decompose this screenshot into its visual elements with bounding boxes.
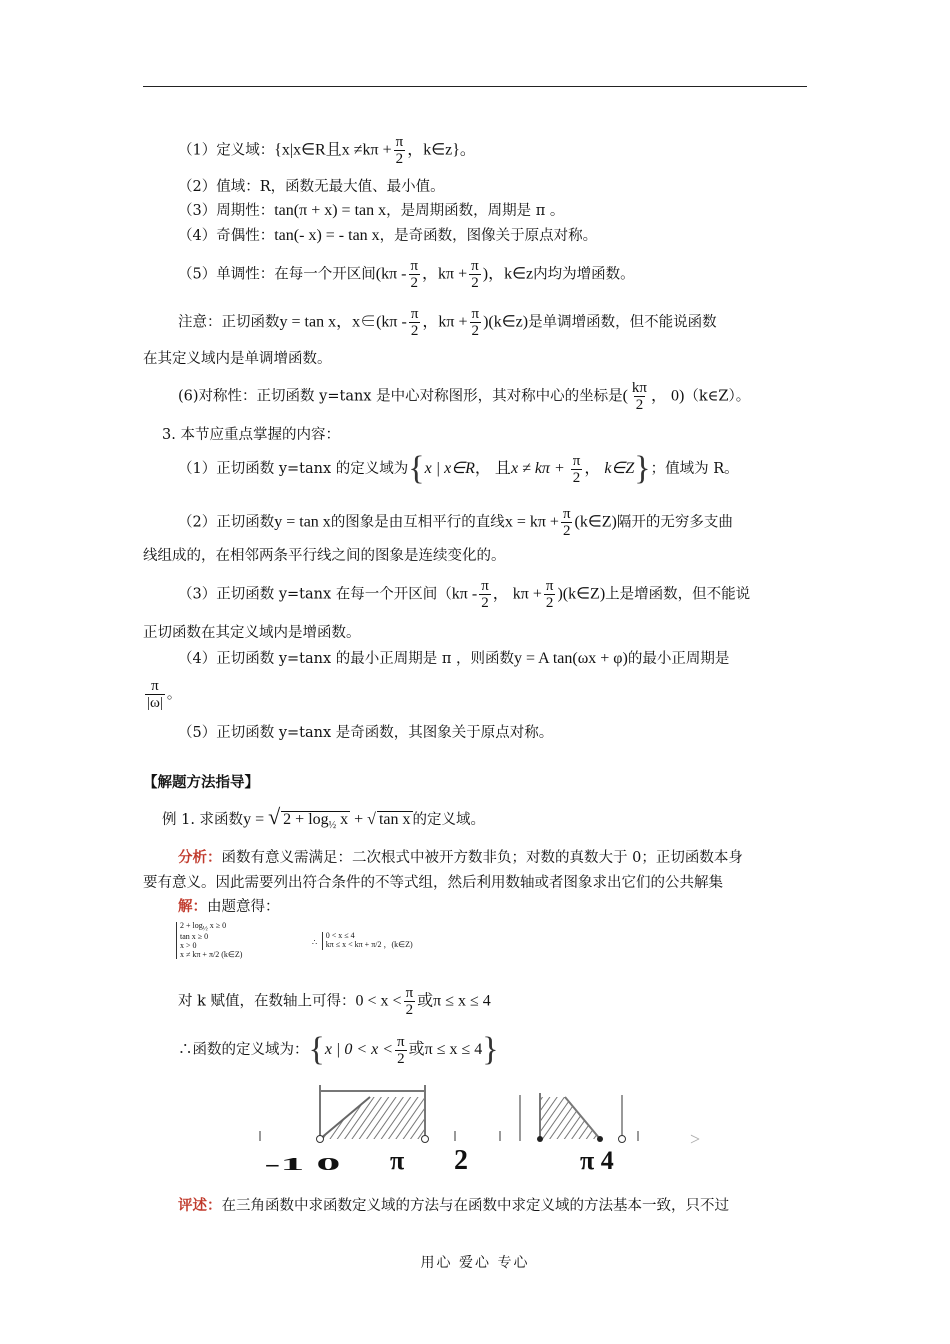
- point-1: （1）正切函数 y=tanx 的定义域为{x | x∈R， 且x ≠ kπ + $\frac{\pi}{2}$ ， k∈Z}；值域为 R。: [178, 450, 739, 487]
- point-4-cont: $\frac{\pi}{|\omega|}$ 。: [147, 678, 182, 711]
- point-3-cont: 正切函数在其定义域内是增函数。: [143, 625, 361, 641]
- line-monotonic: （5）单调性：在每一个开区间(kπ - $\frac{\pi}{2}$ ，kπ + $\frac{\pi}{2}$ )，k∈z内均为增函数。: [178, 258, 635, 291]
- parity-label: （4）奇偶性：: [178, 228, 275, 244]
- line-note: 注意：正切函数y = tan x，x∈(kπ - $\frac{\pi}{2}$ ，kπ + $\frac{\pi}{2}$ )(k∈z)是单调增函数，但不能说函数: [178, 306, 717, 339]
- analysis-line-1: 分析：函数有意义需满足：二次根式中被开方数非负；对数的真数大于 0；正切函数本身: [178, 849, 743, 866]
- parity-formula: tan(- x) = - tan x: [274, 227, 380, 244]
- method-heading: 【解题方法指导】: [143, 774, 259, 791]
- analysis-line-2: 要有意义。因此需要列出符合条件的不等式组，然后利用数轴或者图象求出它们的公共解集: [143, 875, 723, 891]
- open-point-0: [317, 1136, 324, 1143]
- svg-text:-1 0: -1 0: [264, 1154, 341, 1175]
- hatched-region-1: [320, 1085, 425, 1139]
- line-parity: [178, 228, 597, 244]
- point-5: （5）正切函数 y=tanx 是奇函数，其图象关于原点对称。: [178, 725, 554, 741]
- open-point-3pi-half: [619, 1136, 626, 1143]
- line-symmetry: (6)对称性：正切函数 y=tanx 是中心对称图形，其对称中心的坐标是( $\frac{k\pi}{2}$ ， 0)（k∈Z）。: [178, 380, 751, 413]
- domain-result: ∴函数的定义域为：{x | 0 < x < $\frac{\pi}{2}$ 或π ≤ x ≤ 4}: [178, 1031, 499, 1068]
- solution-line: 解：由题意得：: [178, 898, 280, 915]
- inequality-system-2: ∴ 0 < x ≤ 4 kπ ≤ x < kπ + π/2 ，(k∈Z): [312, 931, 413, 949]
- comment-line: 评述：在三角函数中求函数定义域的方法与在函数中求定义域的方法基本一致，只不过: [178, 1197, 729, 1214]
- hatched-region-2: [540, 1093, 600, 1139]
- svg-text:π: π: [390, 1146, 405, 1175]
- monotonic-tail: 内均为增函数。: [533, 266, 635, 283]
- line-note-2: 在其定义域内是单调增函数。: [143, 351, 332, 367]
- parity-tail: ，是奇函数，图像关于原点对称。: [379, 228, 598, 244]
- line-period: [178, 203, 564, 219]
- section-3: 3. 本节应重点掌握的内容：: [162, 427, 340, 443]
- point-1-tail: ；值域为 R。: [650, 461, 739, 477]
- line-range: （2）值域：R，函数无最大值、最小值。: [178, 179, 445, 195]
- symmetry-tail: （k∈Z）。: [684, 388, 751, 405]
- note-label: 注意：正切函数: [178, 314, 280, 331]
- point-1-text: （1）正切函数 y=tanx 的定义域为: [178, 461, 409, 477]
- period-label: （3）周期性：: [178, 203, 275, 219]
- svg-text:2: 2: [454, 1145, 468, 1176]
- domain-label: （1）定义域：: [178, 142, 275, 159]
- header-rule: [143, 86, 807, 87]
- arrow-glyph: >: [690, 1129, 701, 1149]
- inequality-system-1: $2 + \log_{\frac{1}{2}} x \ge 0$ tan x ≥ 0 x > 0 x ≠ kπ + π/2 (k∈Z): [176, 922, 242, 959]
- note-formula: y = tan x，x∈(kπ -: [279, 313, 407, 331]
- note-tail: 是单调增函数，但不能说函数: [528, 314, 717, 331]
- open-point-pi-half: [422, 1136, 429, 1143]
- k-assign-line: 对 k 赋值，在数轴上可得：0 < x < $\frac{\pi}{2}$ 或π ≤ x ≤ 4: [178, 985, 491, 1018]
- period-tail: ，是周期函数，周期是 π 。: [386, 203, 565, 219]
- closed-point-pi: [537, 1136, 543, 1142]
- symmetry-label: (6)对称性：正切函数 y=tanx 是中心对称图形，其对称中心的坐标是: [178, 388, 623, 405]
- distorted-tick-labels: [264, 1145, 613, 1176]
- point-2-cont: 线组成的，在相邻两条平行线之间的图象是连续变化的。: [143, 548, 506, 564]
- point-4: （4）正切函数 y=tanx 的最小正周期是 π ，则函数y = A tan(ωx + φ)的最小正周期是: [178, 650, 730, 667]
- domain-set: {x|x∈R且x ≠kπ +: [274, 141, 392, 159]
- point-3: （3）正切函数 y=tanx 在每一个开区间（kπ - $\frac{\pi}{2}$ ， kπ + $\frac{\pi}{2}$ )(k∈Z)上是增函数，但不能说: [178, 578, 751, 611]
- pi-over-2: $\frac{\pi}{2}$: [395, 134, 404, 167]
- svg-text:π 4: π 4: [580, 1146, 614, 1175]
- domain-tail: ，k∈z}。: [407, 141, 476, 159]
- page-footer: 用心 爱心 专心: [420, 1255, 530, 1271]
- monotonic-label: （5）单调性：在每一个开区间: [178, 266, 376, 283]
- period-formula: tan(π + x) = tan x: [274, 202, 387, 219]
- example-1: 例 1. 求函数y = √ $2 + \log_{\frac{1}{2}} x$ + √ tan x 的定义域。: [162, 804, 485, 832]
- number-line-figure: [250, 1085, 720, 1177]
- point-2: （2）正切函数y = tan x的图象是由互相平行的直线x = kπ + $\frac{\pi}{2}$ (k∈Z)隔开的无穷多支曲: [178, 506, 733, 539]
- line-domain: [178, 134, 476, 167]
- closed-point-4: [597, 1136, 603, 1142]
